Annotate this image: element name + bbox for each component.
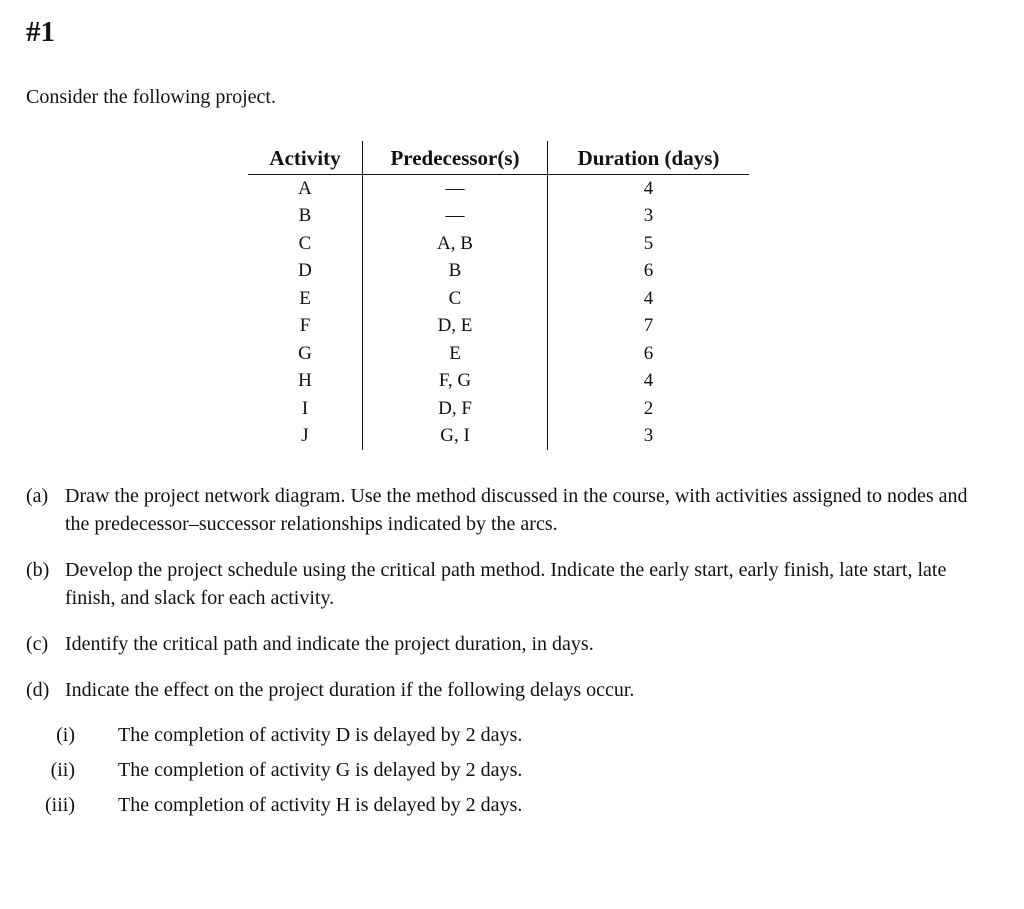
part-b <box>26 556 986 612</box>
header-duration: Duration (days) <box>548 141 750 175</box>
duration-cell: 2 <box>548 395 750 423</box>
subpart-label: (ii) <box>50 759 75 781</box>
activity-cell: I <box>301 397 309 419</box>
intro-text: Consider the following project. <box>26 86 276 108</box>
duration-cell: 5 <box>548 230 750 258</box>
table-row <box>248 368 749 396</box>
duration-cell: 4 <box>548 368 750 396</box>
duration-cell: 6 <box>548 258 750 286</box>
table-row <box>248 203 749 231</box>
problem-number: #1 <box>26 16 55 48</box>
predecessor-cell: D, E <box>363 313 548 341</box>
predecessor-cell: E <box>363 340 548 368</box>
subpart-text: The completion of activity G is delayed by 2 days. <box>118 759 523 781</box>
part-a <box>26 482 986 538</box>
subpart-i <box>26 718 986 753</box>
duration-cell: 7 <box>548 313 750 341</box>
part-text: Indicate the effect on the project duration if the following delays occur. <box>65 679 635 701</box>
table-row <box>248 340 749 368</box>
part-c <box>26 630 986 658</box>
subpart-ii <box>26 753 986 788</box>
part-label: (c) <box>26 633 49 655</box>
header-activity: Activity <box>248 141 363 175</box>
duration-cell: 4 <box>548 285 750 313</box>
header-predecessors: Predecessor(s) <box>363 141 548 175</box>
subpart-text: The completion of activity H is delayed by 2 days. <box>118 794 523 816</box>
table-row <box>248 285 749 313</box>
part-d <box>26 676 986 704</box>
question-parts <box>26 482 986 823</box>
predecessor-cell: D, F <box>363 395 548 423</box>
table-row <box>248 423 749 451</box>
activity-table <box>248 141 749 450</box>
activity-cell: F <box>299 315 311 337</box>
table-row <box>248 313 749 341</box>
table-header-row <box>248 141 749 175</box>
activity-cell: H <box>298 370 312 392</box>
activity-cell: C <box>298 232 312 254</box>
part-text: Identify the critical path and indicate the project duration, in days. <box>65 633 594 655</box>
part-text: Draw the project network diagram. Use the method discussed in the course, with activities assigned to nodes and the predecessor–successor relationships indicated by the arcs. <box>65 485 968 535</box>
part-label: (b) <box>26 559 50 581</box>
subpart-label: (iii) <box>45 794 75 816</box>
part-label: (a) <box>26 485 49 507</box>
table-row <box>248 258 749 286</box>
table-row <box>248 175 749 203</box>
part-label: (d) <box>26 679 50 701</box>
duration-cell: 3 <box>548 203 750 231</box>
predecessor-cell: F, G <box>363 368 548 396</box>
subparts-list <box>26 718 986 823</box>
predecessor-cell: G, I <box>363 423 548 451</box>
activity-cell: B <box>298 205 312 227</box>
activity-cell: A <box>298 177 312 199</box>
predecessor-cell: B <box>363 258 548 286</box>
predecessor-cell: C <box>363 285 548 313</box>
predecessor-cell: — <box>363 203 548 231</box>
table-row <box>248 395 749 423</box>
activity-cell: J <box>301 425 309 447</box>
duration-cell: 4 <box>548 175 750 203</box>
activity-cell: D <box>298 260 312 282</box>
predecessor-cell: A, B <box>363 230 548 258</box>
subpart-iii <box>26 788 986 823</box>
subpart-label: (i) <box>56 724 75 746</box>
predecessor-cell: — <box>363 175 548 203</box>
duration-cell: 3 <box>548 423 750 451</box>
activity-cell: G <box>298 342 312 364</box>
part-text: Develop the project schedule using the critical path method. Indicate the early start, early finish, late start, late finish, and slack for each activity. <box>65 559 947 609</box>
table-row <box>248 230 749 258</box>
subpart-text: The completion of activity D is delayed by 2 days. <box>118 724 523 746</box>
duration-cell: 6 <box>548 340 750 368</box>
activity-cell: E <box>299 287 311 309</box>
